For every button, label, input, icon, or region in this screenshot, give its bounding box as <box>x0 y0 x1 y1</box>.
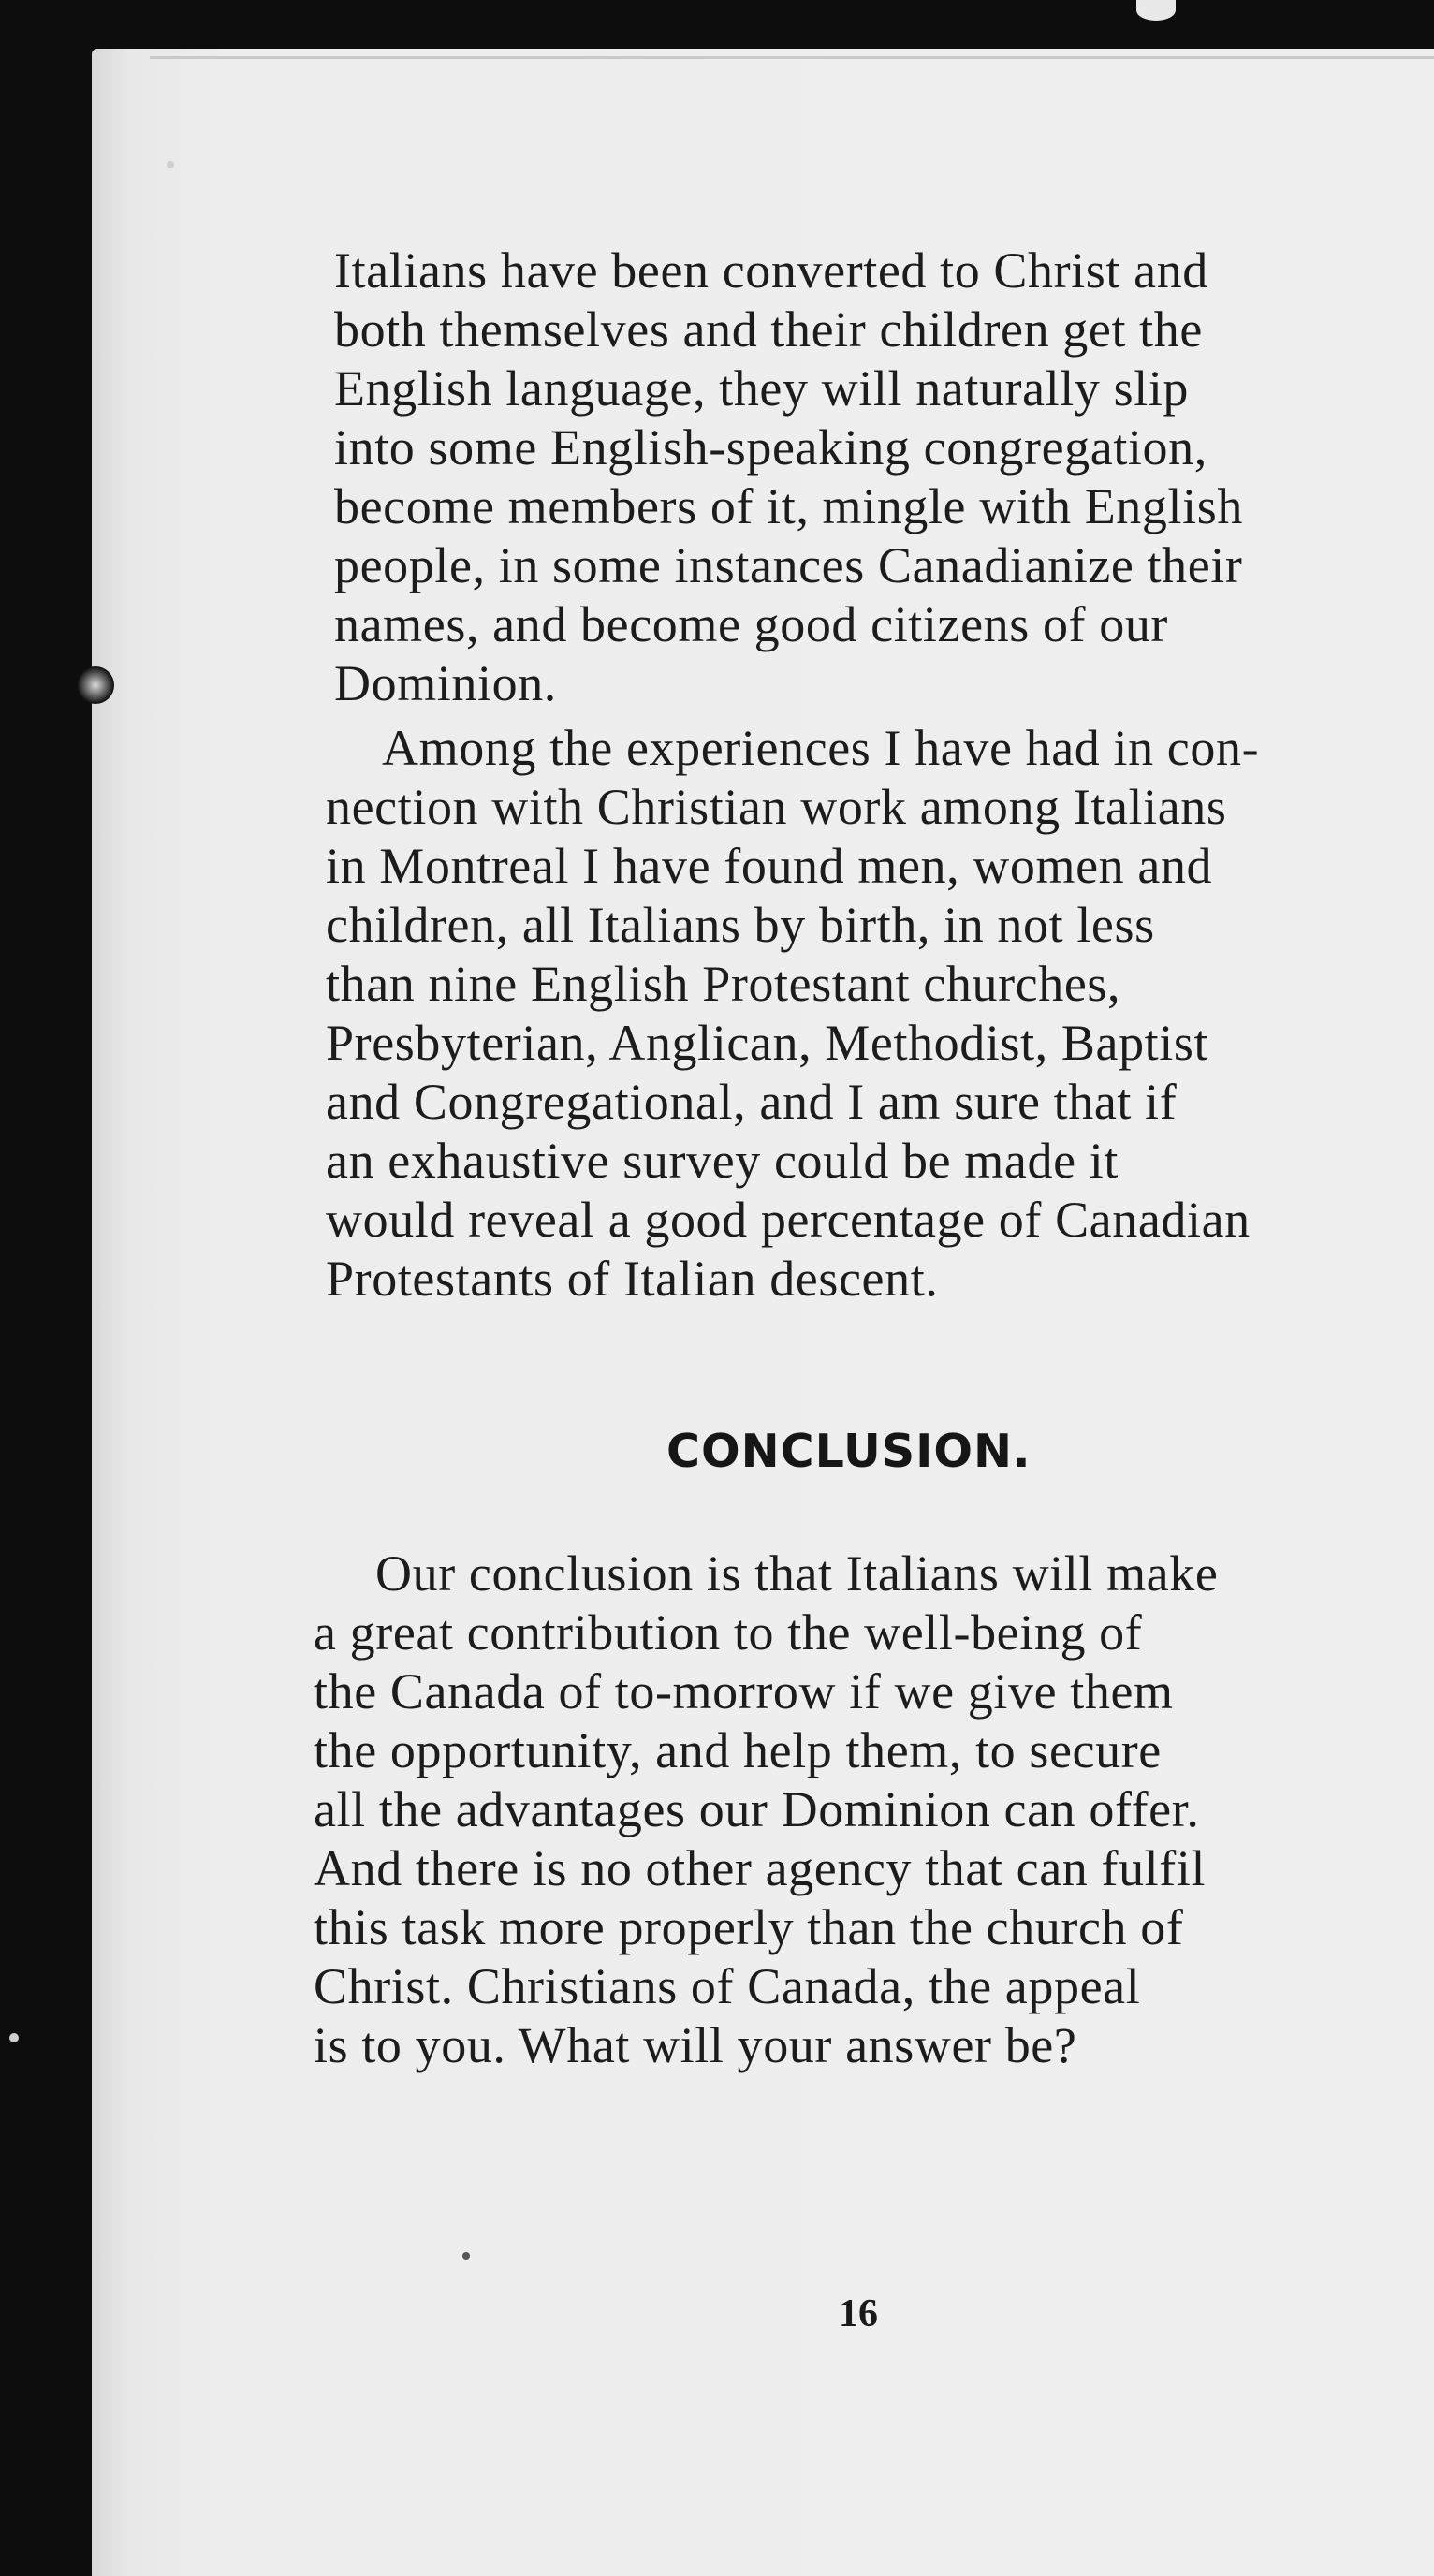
text-line: become members of it, mingle with English <box>334 478 1243 534</box>
dust-speck <box>167 161 174 168</box>
text-line: people, in some instances Canadianize their <box>334 537 1243 593</box>
text-line: a great contribution to the well-being of <box>314 1604 1143 1661</box>
text-line: the opportunity, and help them, to secure <box>314 1722 1162 1778</box>
text-line: Presbyterian, Anglican, Methodist, Baptist <box>326 1015 1209 1071</box>
text-line: Our conclusion is that Italians will make <box>375 1545 1219 1602</box>
text-line: children, all Italians by birth, in not less <box>326 897 1155 953</box>
text-line: this task more properly than the church of <box>314 1899 1184 1955</box>
text-line: is to you. What will your answer be? <box>314 2017 1077 2073</box>
page-number: 16 <box>839 2292 878 2335</box>
text-line: names, and become good citizens of our <box>334 596 1169 652</box>
text-line: than nine English Protestant churches, <box>326 956 1121 1012</box>
page-top-edge <box>150 56 1434 59</box>
text-line: And there is no other agency that can fulfil <box>314 1840 1207 1896</box>
text-line: the Canada of to-morrow if we give them <box>314 1663 1174 1720</box>
text-line: both themselves and their children get the <box>334 301 1203 358</box>
text-line: English language, they will naturally slip <box>334 360 1190 417</box>
paragraph-3 <box>314 1544 1218 2075</box>
dust-speck <box>462 2252 470 2260</box>
paragraph-2 <box>326 719 1259 1309</box>
section-heading: CONCLUSION. <box>666 1425 1032 1478</box>
dust-speck <box>9 2033 19 2042</box>
text-line: Christ. Christians of Canada, the appeal <box>314 1958 1141 2014</box>
text-line: in Montreal I have found men, women and <box>326 838 1213 894</box>
text-line: would reveal a good percentage of Canadian <box>326 1192 1251 1248</box>
text-line: all the advantages our Dominion can offer. <box>314 1781 1200 1837</box>
text-line: Dominion. <box>334 655 557 711</box>
text-line: into some English-speaking congregation, <box>334 419 1207 476</box>
text-line: and Congregational, and I am sure that if <box>326 1074 1178 1130</box>
text-line: Protestants of Italian descent. <box>326 1251 939 1307</box>
dust-speck <box>1136 0 1176 21</box>
text-line: an exhaustive survey could be made it <box>326 1133 1119 1189</box>
text-line: Among the experiences I have had in con- <box>382 720 1260 776</box>
text-line: nection with Christian work among Italians <box>326 779 1227 835</box>
paragraph-1 <box>334 242 1243 713</box>
text-line: Italians have been converted to Christ and <box>334 242 1208 299</box>
dust-speck <box>77 666 114 704</box>
